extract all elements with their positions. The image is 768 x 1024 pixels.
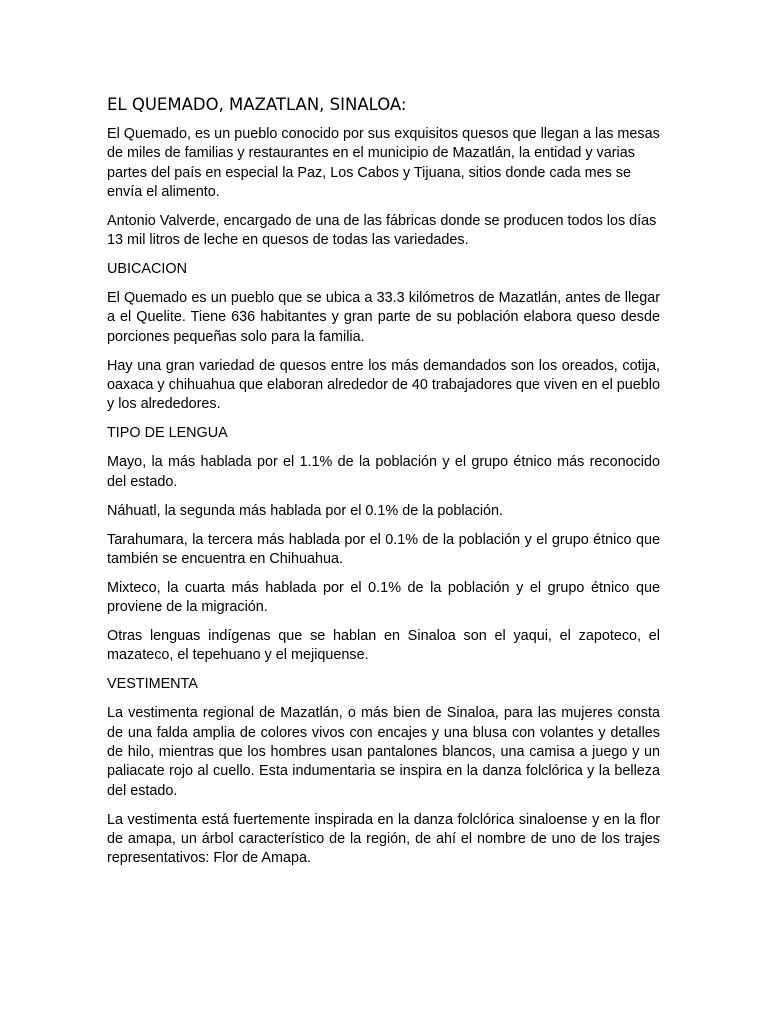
lengua-paragraph-1: Mayo, la más hablada por el 1.1% de la población y el grupo étnico más reconocido del estado. <box>107 454 660 490</box>
document-page <box>107 94 660 878</box>
vestimenta-paragraph-1: La vestimenta regional de Mazatlán, o más bien de Sinaloa, para las mujeres consta de una falda amplia de colores vivos con encajes y una blusa con volantes y detalles de hilo, mientras que los hombres usan pantalones blancos, una camisa a juego y un paliacate rojo al cuello. Esta indumentaria se inspira en la danza folclórica y la belleza del estado. <box>107 705 660 799</box>
lengua-paragraph-5: Otras lenguas indígenas que se hablan en Sinaloa son el yaqui, el zapoteco, el mazateco, el tepehuano y el mejiquense. <box>107 628 660 664</box>
intro-paragraph-2: Antonio Valverde, encargado de una de las fábricas donde se producen todos los días 13 mil litros de leche en quesos de todas las variedades. <box>107 212 657 249</box>
ubicacion-paragraph-2: Hay una gran variedad de quesos entre los más demandados son los oreados, cotija, oaxaca y chihuahua que elaboran alrededor de 40 trabajadores que viven en el pueblo y los alrededores. <box>107 357 660 413</box>
lengua-paragraph-4: Mixteco, la cuarta más hablada por el 0.1% de la población y el grupo étnico que proviene de la migración. <box>107 579 660 616</box>
vestimenta-paragraph-2: La vestimenta está fuertemente inspirada en la danza folclórica sinaloense y en la flor de amapa, un árbol característico de la región, de ahí el nombre de uno de los trajes representativos: Flor de Amapa. <box>107 811 660 867</box>
lengua-paragraph-3: Tarahumara, la tercera más hablada por el 0.1% de la población y el grupo étnico que también se encuentra en Chihuahua. <box>107 531 660 567</box>
lengua-paragraph-2: Náhuatl, la segunda más hablada por el 0.1% de la población. <box>107 502 504 519</box>
ubicacion-paragraph-1: El Quemado es un pueblo que se ubica a 33.3 kilómetros de Mazatlán, antes de llegar a el Quelite. Tiene 636 habitantes y gran parte de su población elabora queso desde porciones pequeñas solo para la familia. <box>107 290 660 345</box>
section-heading-vestimenta: VESTIMENTA <box>107 676 198 693</box>
section-heading-lengua: TIPO DE LENGUA <box>107 425 228 442</box>
intro-paragraph-1: El Quemado, es un pueblo conocido por sus exquisitos quesos que llegan a las mesas de miles de familias y restaurantes en el municipio de Mazatlán, la entidad y varias partes del país en especial la Paz, Los Cabos y Tijuana, sitios donde cada mes se envía el alimento. <box>107 126 660 200</box>
section-heading-ubicacion: UBICACION <box>107 261 187 278</box>
document-title: EL QUEMADO, MAZATLAN, SINALOA: <box>107 95 407 114</box>
